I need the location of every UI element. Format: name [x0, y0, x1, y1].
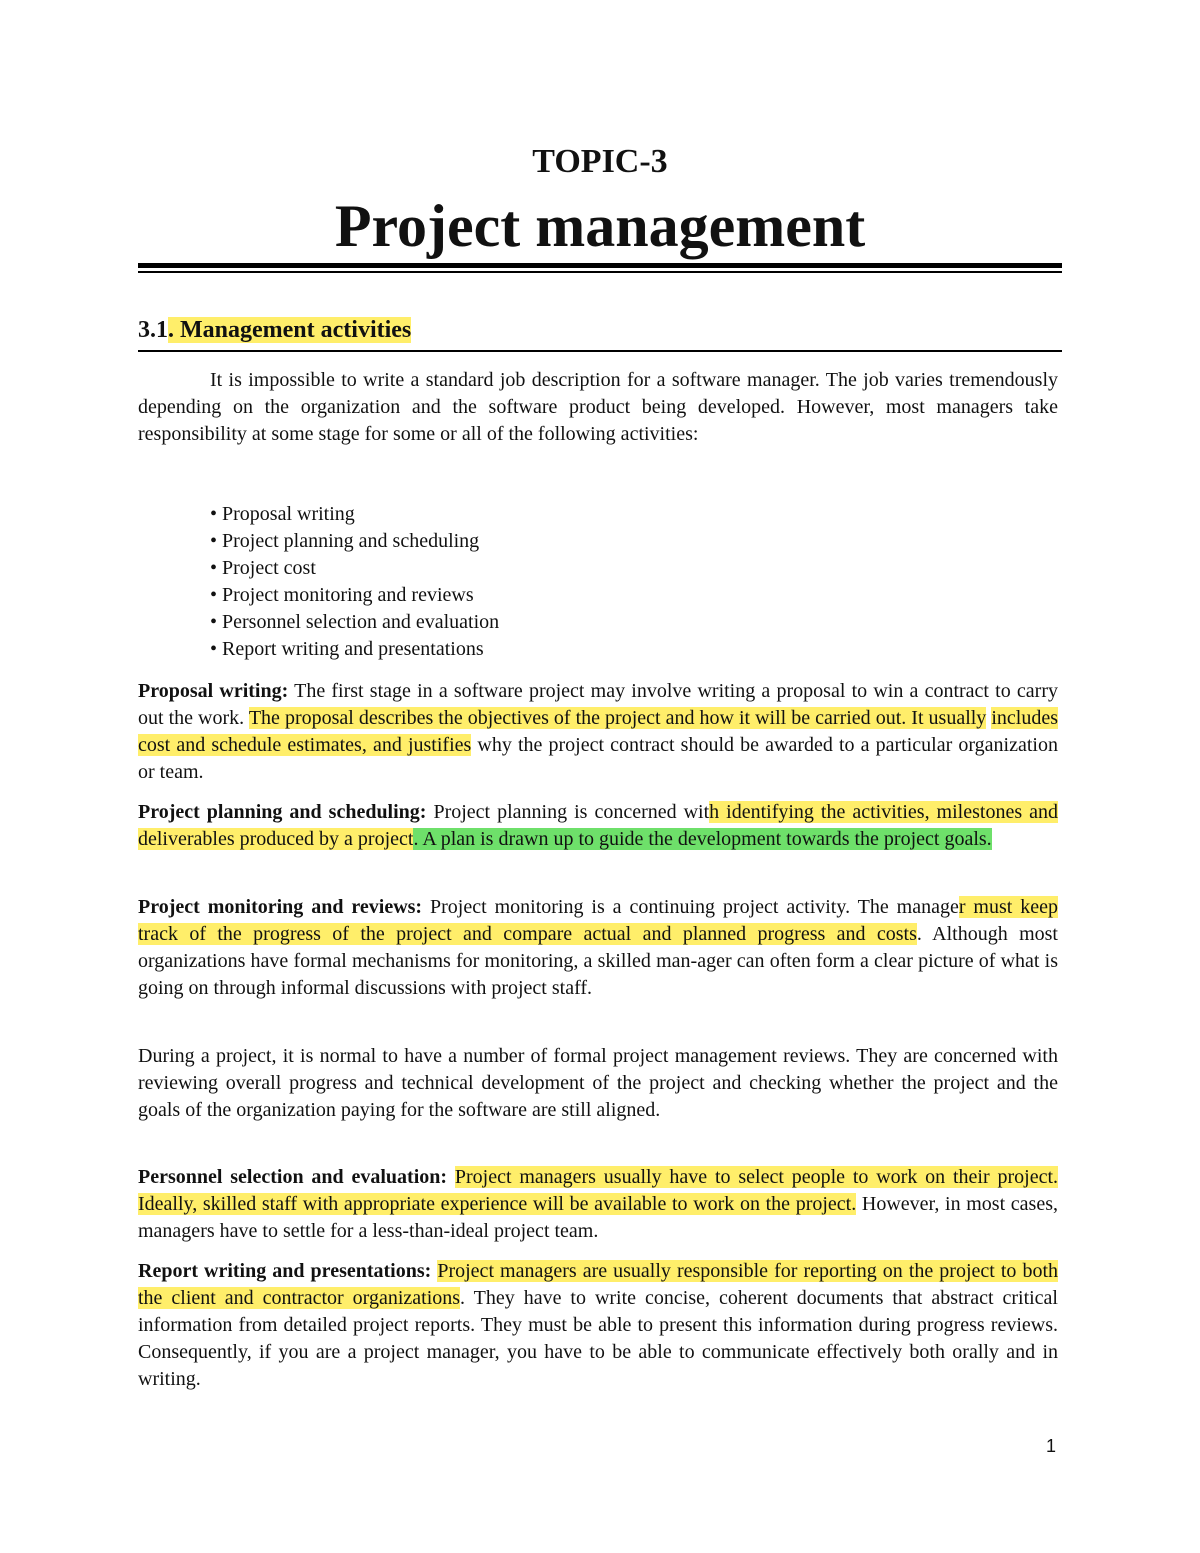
- title-rule-thick: [138, 263, 1062, 268]
- list-item: • Project cost: [210, 557, 316, 579]
- paragraph-personnel: Personnel selection and evaluation: Project managers usually have to select people to work on their project. Ideally, skilled staff with appropriate experience will be available to work on the project. However, in most cases, managers have to settle for a less-than-ideal project team.: [138, 1166, 1058, 1242]
- intro-paragraph: It is impossible to write a standard job description for a software manager. The job varies tremendously depending on the organization and the software product being developed. However, most managers take responsibility at some stage for some or all of the following activities:: [138, 369, 1058, 445]
- title-rule-thin: [138, 271, 1062, 273]
- paragraph-planning-scheduling: Project planning and scheduling: Project planning is concerned with identifying the activities, milestones and deliverables produced by a project. A plan is drawn up to guide the development towards the project goals.: [138, 801, 1058, 850]
- paragraph-monitoring-reviews: Project monitoring and reviews: Project monitoring is a continuing project activity. The manager must keep track of the progress of the project and compare actual and planned progress and costs. Although most organizations have formal mechanisms for monitoring, a skilled man-ager can often form a clear picture of what is going on through informal discussions with project staff.: [138, 896, 1059, 999]
- paragraph-reviews: During a project, it is normal to have a number of formal project management reviews. They are concerned with reviewing overall progress and technical development of the project and checking whether the project and the goals of the organization paying for the software are still aligned.: [138, 1045, 1058, 1121]
- section-title: . Management activities: [168, 317, 412, 343]
- list-item: • Personnel selection and evaluation: [210, 611, 500, 633]
- section-number: 3.1: [138, 317, 168, 343]
- list-item: • Project planning and scheduling: [210, 530, 480, 552]
- section-rule: [138, 350, 1062, 352]
- list-item: • Project monitoring and reviews: [210, 584, 474, 606]
- list-item: • Proposal writing: [210, 503, 355, 525]
- activities-list: [210, 501, 499, 663]
- paragraph-report-writing: Report writing and presentations: Project managers are usually responsible for reporting on the project to both the client and contractor organizations. They have to write concise, coherent documents that abstract critical information from detailed project reports. They must be able to present this information during progress reviews. Consequently, if you are a project manager, you have to be able to communicate effectively both orally and in writing.: [138, 1260, 1059, 1390]
- paragraph-proposal-writing: Proposal writing: The first stage in a software project may involve writing a proposal to win a contract to carry out the work. The proposal describes the objectives of the project and how it will be carried out. It usually includes cost and schedule estimates, and justifies why the project contract should be awarded to a particular organization or team.: [138, 680, 1058, 783]
- page-title: Project management: [334, 193, 866, 259]
- page-number: 1: [1046, 1436, 1057, 1456]
- list-item: • Report writing and presentations: [210, 638, 484, 660]
- topic-label: TOPIC-3: [532, 143, 668, 180]
- section-heading: [138, 313, 411, 347]
